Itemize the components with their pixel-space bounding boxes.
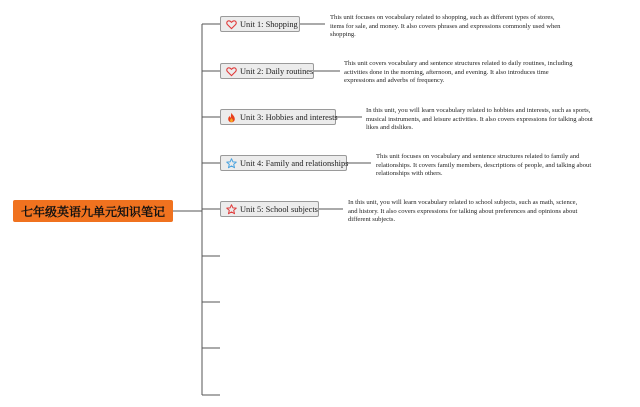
unit-label-4: Unit 4: Family and relationships	[240, 158, 349, 168]
flame-icon	[226, 112, 237, 123]
unit-description-2: This unit covers vocabulary and sentence structures related to daily routines, including activities done in the morning, afternoon, and evening. It also introduces time expressions and adverbs of frequency.	[344, 60, 573, 85]
unit-node-2[interactable]	[220, 63, 314, 79]
star-icon	[226, 158, 237, 169]
root-topic[interactable]: 七年级英语九单元知识笔记	[13, 200, 173, 222]
unit-label-3: Unit 3: Hobbies and interests	[240, 112, 338, 122]
unit-node-3[interactable]	[220, 109, 336, 125]
unit-node-4[interactable]	[220, 155, 347, 171]
star-icon	[226, 204, 237, 215]
unit-label-2: Unit 2: Daily routines	[240, 66, 314, 76]
unit-node-5[interactable]	[220, 201, 319, 217]
unit-description-5: In this unit, you will learn vocabulary related to school subjects, such as math, science, and history. It also covers expressions for talking about preferences and opinions about different subjects.	[348, 199, 578, 224]
heart-icon	[226, 19, 237, 30]
unit-description-1: This unit focuses on vocabulary related to shopping, such as different types of stores, items for sale, and money. It also covers phrases and expressions commonly used when shopping.	[330, 14, 561, 39]
unit-label-5: Unit 5: School subjects	[240, 204, 318, 214]
heart-icon	[226, 66, 237, 77]
unit-node-1[interactable]	[220, 16, 300, 32]
unit-description-3: In this unit, you will learn vocabulary related to hobbies and interests, such as sports, musical instruments, and leisure activities. It also covers expressions for talking about likes and dislikes.	[366, 107, 593, 132]
unit-label-1: Unit 1: Shopping	[240, 19, 298, 29]
unit-description-4: This unit focuses on vocabulary and sentence structures related to family and relationships. It covers family members, descriptions of people, and talking about relationships with others.	[376, 153, 592, 178]
